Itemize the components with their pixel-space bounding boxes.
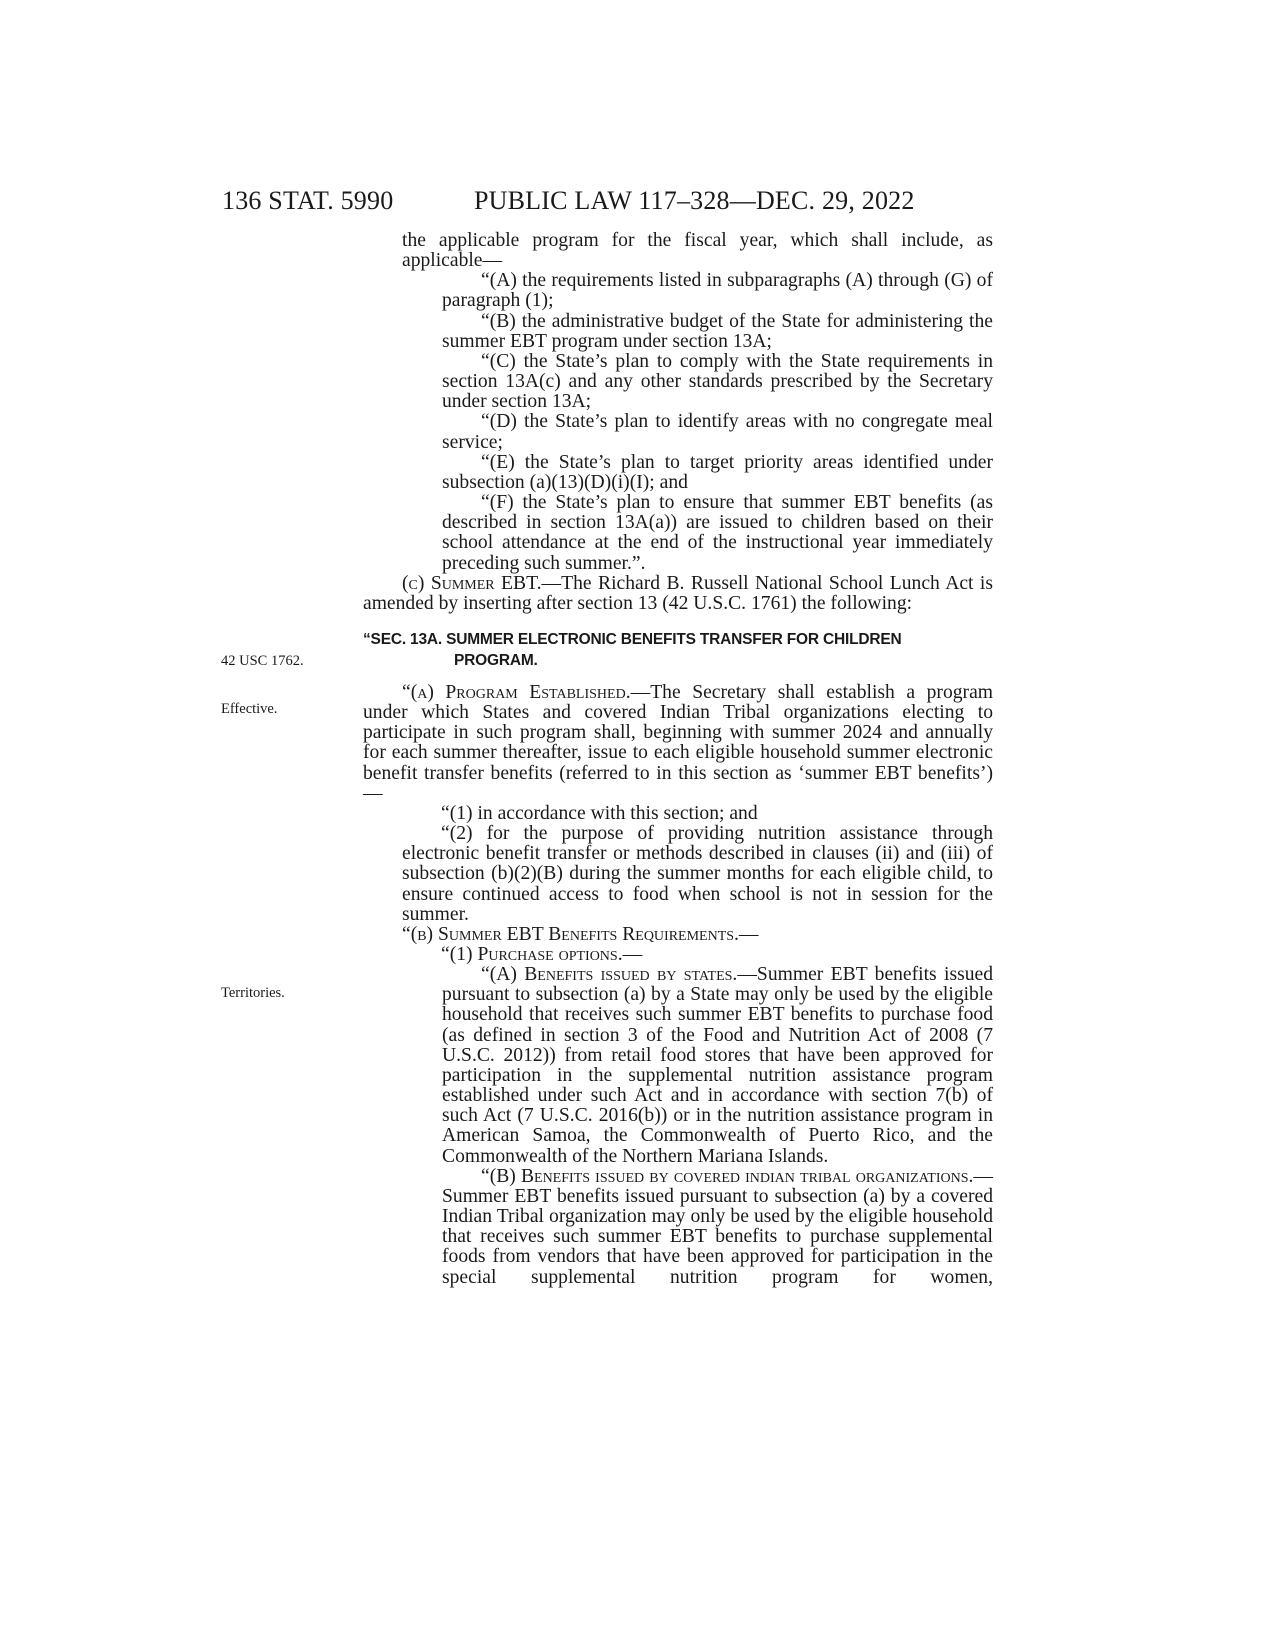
subsection-a-heading: “(a) Program Established. <box>402 681 631 703</box>
paragraph-a1: “(1) in accordance with this section; and <box>441 802 758 824</box>
subsection-c <box>363 574 993 614</box>
paragraph-D: “(D) the State’s plan to identify areas with no congregate meal service; <box>442 411 993 453</box>
section-heading-line-2: PROGRAM. <box>454 651 538 669</box>
subparagraph-bA <box>442 965 993 1167</box>
paragraph-B: “(B) the administrative budget of the State for administering the summer EBT program under section 13A; <box>442 310 993 352</box>
statute-page-reference: 136 STAT. 5990 <box>222 186 394 215</box>
paragraph-C: “(C) the State’s plan to comply with the State requirements in section 13A(c) and any other standards prescribed by the Secretary under section 13A; <box>442 350 993 413</box>
paragraph-F: “(F) the State’s plan to ensure that summer EBT benefits (as described in section 13A(a)) are issued to children based on their school attendance at the end of the instructional year immediately preceding such summer.”. <box>442 492 993 574</box>
paragraph-b1-heading: “(1) Purchase options.— <box>441 944 643 965</box>
margin-note-usc: 42 USC 1762. <box>221 653 304 669</box>
subparagraph-bA-text: —Summer EBT benefits issued pursuant to subsection (a) by a State may only be used by the eligible household that receives such summer EBT benefits to purchase food (as defined in section 3 of the Food and Nutrition Act of 2008 (7 U.S.C. 2012)) from retail food stores that have been approved for participation in the supplemental nutrition assistance program established under such Act and in accordance with section 7(b) of such Act (7 U.S.C. 2016(b)) or in the nutrition assistance program in American Samoa, the Commonwealth of Puerto Rico, and the Commonwealth of the Northern Mariana Islands. <box>442 964 993 1167</box>
margin-note-territories: Territories. <box>221 985 285 1001</box>
subparagraph-bB-text: —Summer EBT benefits issued pursuant to subsection (a) by a covered Indian Tribal organization may only be used by the eligible household that receives such summer EBT benefits to purchase supplemental foods from vendors that have been approved for participation in the special supplemental nutrition program for women, <box>442 1165 993 1288</box>
paragraph-A: “(A) the requirements listed in subparagraphs (A) through (G) of paragraph (1); <box>442 270 993 312</box>
subparagraph-bB-heading: “(B) Benefits issued by covered indian tribal organizations. <box>481 1165 974 1187</box>
paragraph-intro: the applicable program for the fiscal year, which shall include, as applicable— <box>402 230 993 272</box>
subsection-c-text: —The Richard B. Russell National School Lunch Act is amended by inserting after section 13 (42 U.S.C. 1761) the following: <box>363 572 993 614</box>
subsection-c-heading: (c) Summer EBT. <box>402 572 542 594</box>
subsection-a <box>363 683 993 804</box>
section-heading-line-1: “SEC. 13A. SUMMER ELECTRONIC BENEFITS TRANSFER FOR CHILDREN <box>363 630 902 648</box>
paragraph-a2: “(2) for the purpose of providing nutrition assistance through electronic benefit transfer or methods described in clauses (ii) and (iii) of subsection (b)(2)(B) during the summer months for each eligible child, to ensure continued access to food when school is not in session for the summer. <box>402 823 993 925</box>
subsection-b-heading: “(b) Summer EBT Benefits Requirements.— <box>402 923 759 945</box>
subsection-a-text: —The Secretary shall establish a program under which States and covered Indian Tribal organizations electing to participate in such program shall, beginning with summer 2024 and annually for each summer thereafter, issue to each eligible household summer electronic benefit transfer benefits (referred to in this section as ‘summer EBT benefits’)— <box>363 681 994 804</box>
section-heading <box>363 629 993 671</box>
subparagraph-bB <box>442 1167 993 1288</box>
subparagraph-bA-heading: “(A) Benefits issued by states. <box>481 964 738 986</box>
margin-note-effective: Effective. <box>221 701 278 717</box>
paragraph-E: “(E) the State’s plan to target priority areas identified under subsection (a)(13)(D)(i)(I); and <box>442 451 993 493</box>
public-law-title: PUBLIC LAW 117–328—DEC. 29, 2022 <box>474 186 915 215</box>
